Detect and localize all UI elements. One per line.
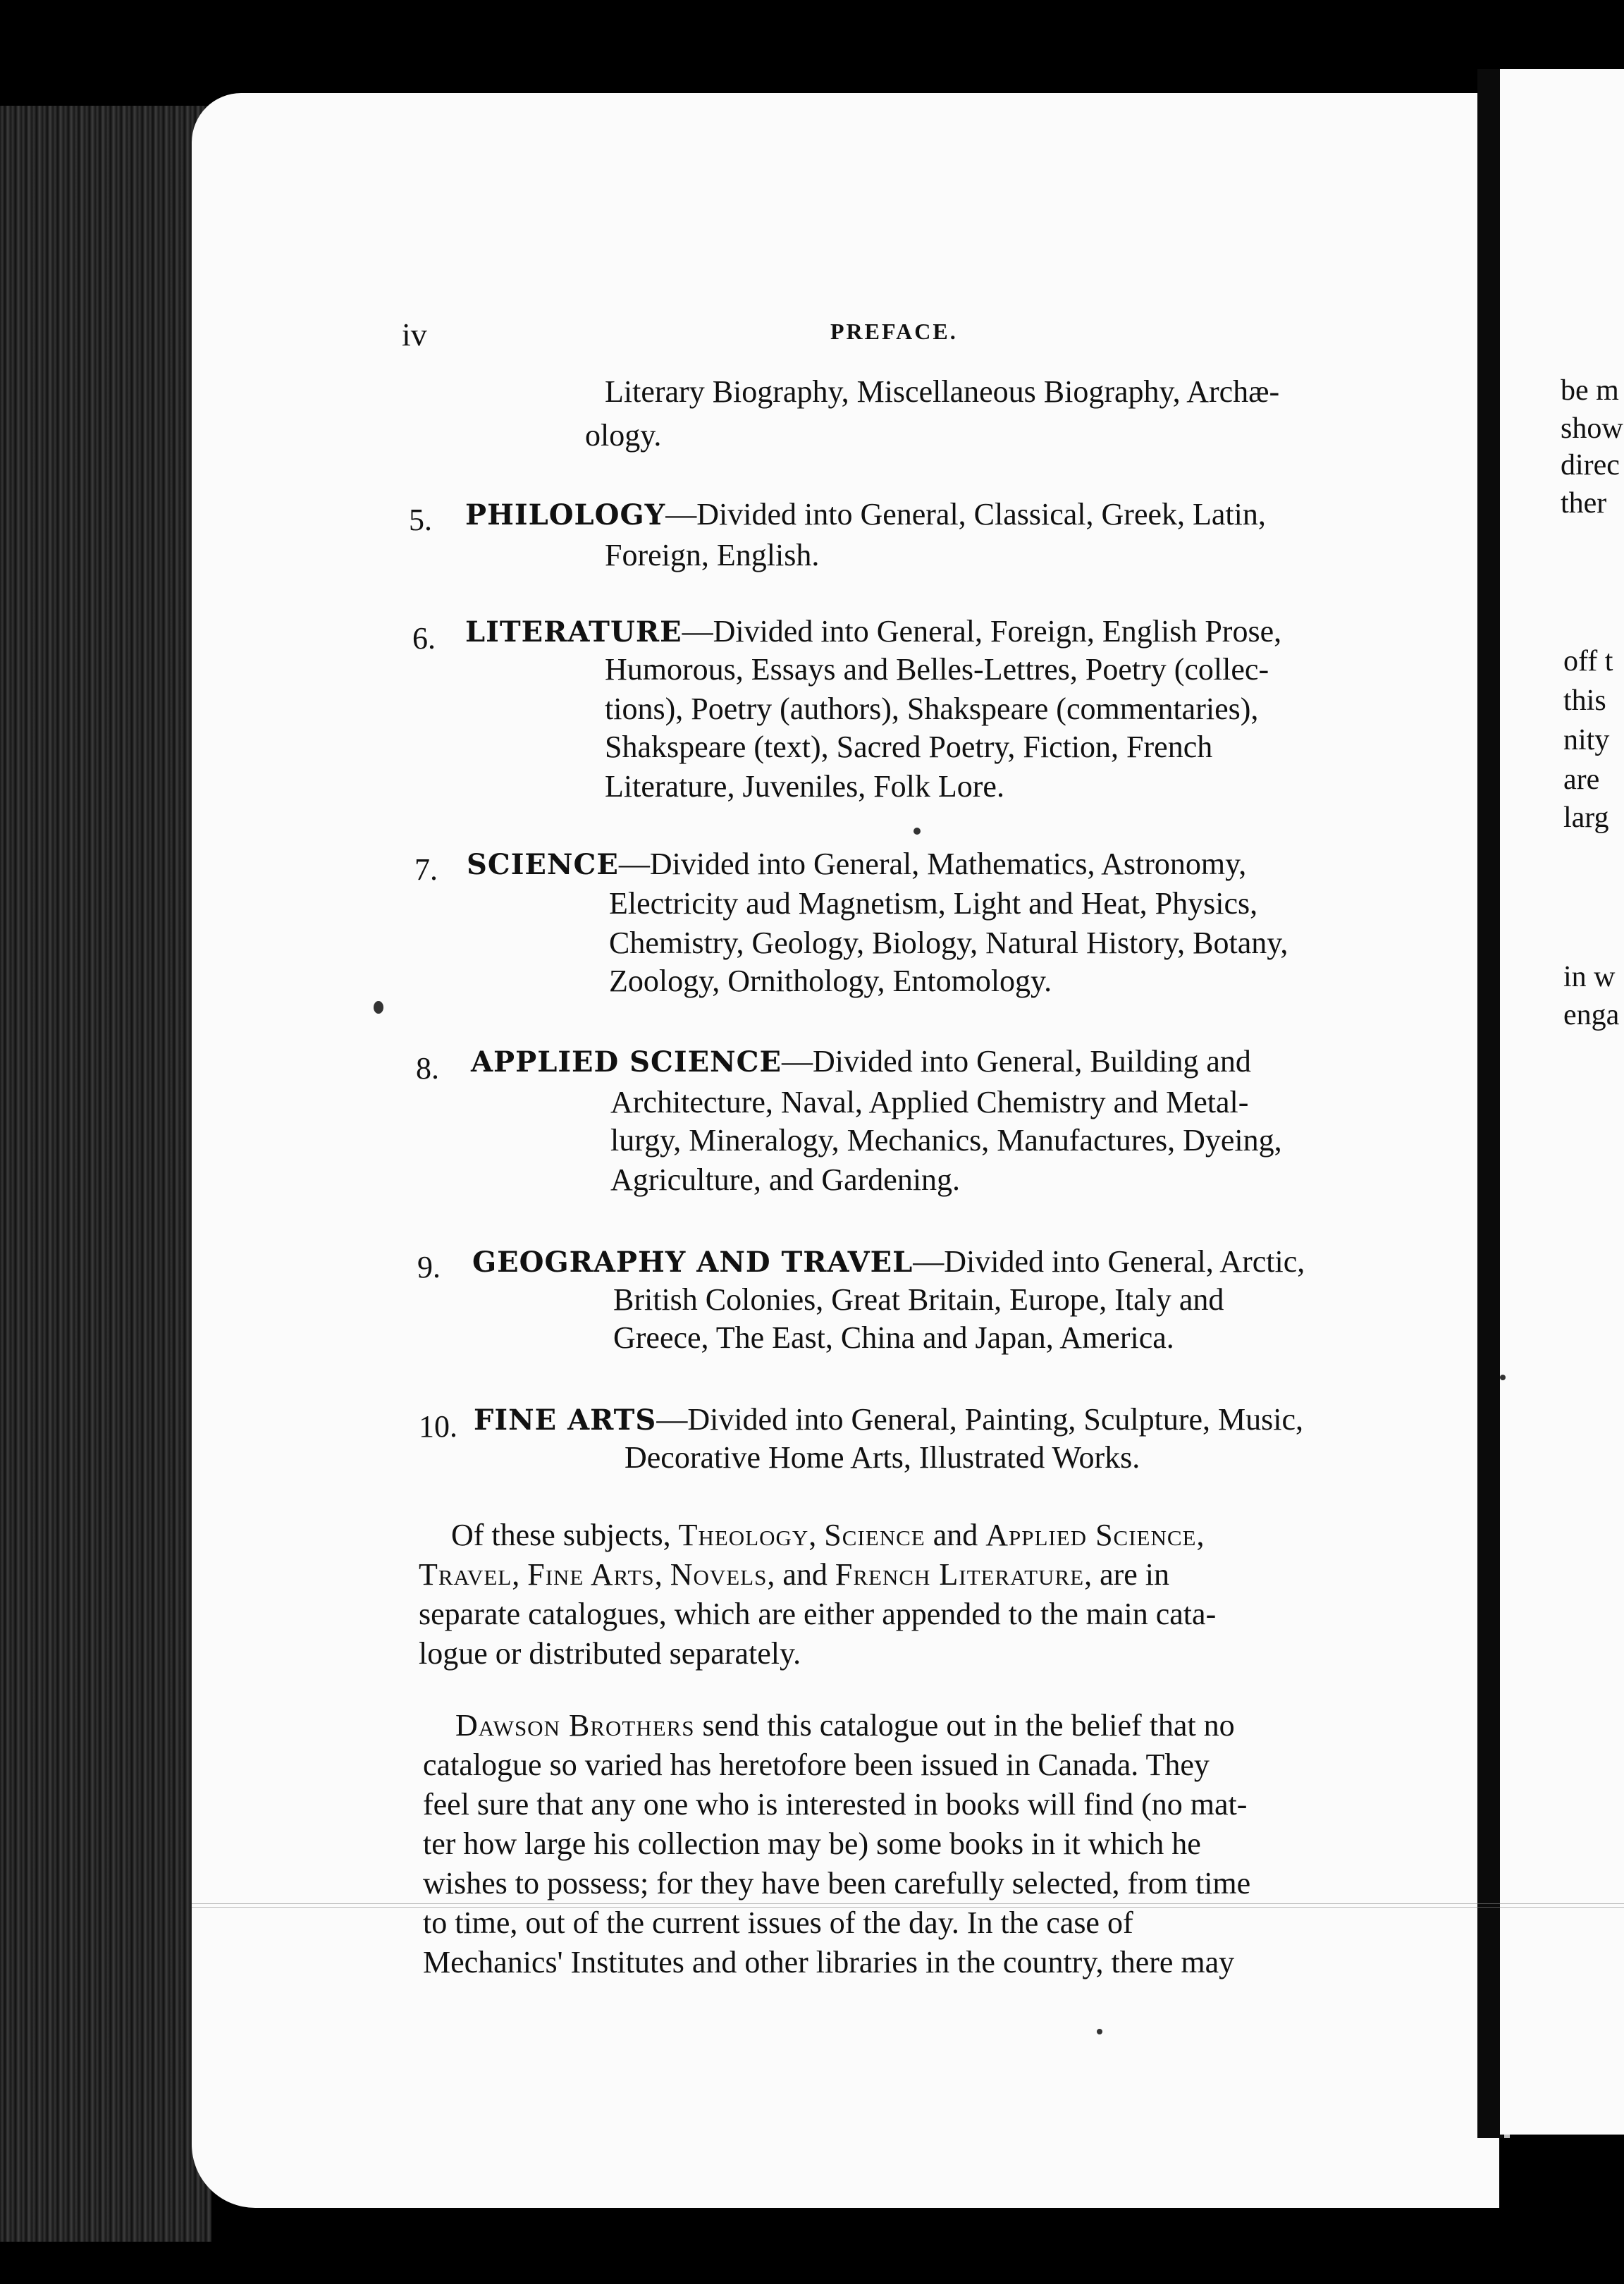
intro-line: Literary Biography, Miscellaneous Biography, Archæ-	[605, 374, 1280, 409]
text-run: French Literature	[835, 1557, 1085, 1592]
section-number: 7.	[414, 852, 438, 887]
section-continuation: Humorous, Essays and Belles-Lettres, Poetry (collec-	[605, 652, 1269, 687]
text-run: and	[925, 1518, 986, 1552]
facing-page-fragment: ther	[1561, 487, 1607, 520]
paragraph-line: catalogue so varied has heretofore been issued in Canada. They	[423, 1748, 1210, 1782]
scan-speck	[1500, 1375, 1506, 1380]
section-text: —Divided into General, Classical, Greek, Latin,	[665, 497, 1266, 532]
facing-page-fragment: are	[1563, 763, 1600, 796]
paragraph-line: ter how large his collection may be) some books in it which he	[423, 1826, 1201, 1861]
text-run: Dawson Brothers	[455, 1708, 695, 1743]
section-text: —Divided into General, Foreign, English Prose,	[682, 614, 1282, 649]
section-continuation: Chemistry, Geology, Biology, Natural History, Botany,	[609, 926, 1288, 960]
section-number: 10.	[419, 1409, 457, 1444]
text-run: Novels	[670, 1557, 768, 1592]
scan-speck	[374, 1001, 383, 1014]
text-run: ,	[1196, 1518, 1205, 1552]
section-number: 6.	[412, 621, 436, 656]
scan-speck	[1097, 2029, 1102, 2034]
paragraph-line: Mechanics' Institutes and other libraries in the country, there may	[423, 1945, 1235, 1979]
section-heading: PHILOLOGY	[465, 498, 666, 532]
section-continuation: Greece, The East, China and Japan, America.	[613, 1320, 1174, 1355]
facing-page-fragment: this	[1563, 684, 1606, 717]
left-binding-shadow	[0, 106, 211, 2242]
paragraph-line: to time, out of the current issues of the day. In the case of	[423, 1905, 1133, 1940]
section-heading: APPLIED SCIENCE	[471, 1045, 782, 1079]
section-continuation: Decorative Home Arts, Illustrated Works.	[625, 1440, 1140, 1475]
intro-line: ology.	[585, 418, 662, 453]
facing-page-fragment: show	[1561, 412, 1623, 445]
facing-page-fragment: larg	[1563, 802, 1609, 834]
section-first-line	[465, 495, 1266, 534]
paragraph-line	[419, 1555, 1169, 1595]
section-text: —Divided into General, Building and	[781, 1044, 1251, 1079]
section-first-line	[465, 612, 1281, 651]
paragraph-line	[455, 1706, 1235, 1745]
page-gutter-divider	[1477, 69, 1503, 2138]
section-heading: LITERATURE	[465, 615, 682, 649]
facing-page-fragment: off t	[1563, 645, 1613, 677]
facing-page-fragment: nity	[1563, 724, 1610, 756]
section-continuation: lurgy, Mineralogy, Mechanics, Manufactures, Dyeing,	[610, 1123, 1282, 1158]
text-run: ,	[808, 1518, 825, 1552]
text-run: Science	[824, 1518, 925, 1552]
section-continuation: Zoology, Ornithology, Entomology.	[609, 964, 1052, 998]
section-continuation: British Colonies, Great Britain, Europe, Italy and	[613, 1282, 1224, 1317]
section-number: 5.	[409, 503, 432, 537]
facing-page-fragment: enga	[1563, 999, 1620, 1031]
section-number: 8.	[416, 1051, 439, 1086]
text-run: , are in	[1084, 1557, 1169, 1592]
section-first-line	[467, 845, 1246, 884]
facing-page-fragment: direc	[1561, 449, 1620, 481]
text-run: Applied Science	[985, 1518, 1197, 1552]
text-run: Of these subjects,	[451, 1518, 679, 1552]
text-run: Theology	[678, 1518, 809, 1552]
section-text: —Divided into General, Painting, Sculpture, Music,	[656, 1402, 1304, 1437]
text-run: , and	[767, 1557, 835, 1592]
section-continuation: Electricity aud Magnetism, Light and Heat, Physics,	[609, 886, 1258, 921]
section-first-line	[472, 1242, 1305, 1282]
section-continuation: tions), Poetry (authors), Shakspeare (commentaries),	[605, 692, 1259, 726]
paragraph-line: wishes to possess; for they have been carefully selected, from time	[423, 1866, 1251, 1901]
facing-page-fragment: in w	[1563, 961, 1616, 993]
section-heading: GEOGRAPHY AND TRAVEL	[472, 1246, 914, 1279]
text-run: Travel	[419, 1557, 512, 1592]
facing-page-fragment: be m	[1561, 374, 1619, 407]
section-continuation: Shakspeare (text), Sacred Poetry, Fiction, French	[605, 730, 1213, 764]
running-title: PREFACE.	[830, 319, 958, 344]
paragraph-line: separate catalogues, which are either appended to the main cata-	[419, 1597, 1217, 1631]
section-text: —Divided into General, Arctic,	[913, 1244, 1305, 1279]
section-number: 9.	[417, 1250, 441, 1284]
text-run: send this catalogue out in the belief that no	[694, 1708, 1235, 1743]
section-continuation: Foreign, English.	[605, 538, 820, 572]
section-first-line	[474, 1400, 1303, 1439]
scan-speck	[914, 828, 921, 835]
text-run: ,	[512, 1557, 528, 1592]
section-text: —Divided into General, Mathematics, Astronomy,	[618, 847, 1247, 881]
page-number: iv	[402, 317, 427, 352]
section-heading: FINE ARTS	[474, 1404, 657, 1437]
section-continuation: Architecture, Naval, Applied Chemistry and Metal-	[610, 1085, 1249, 1119]
section-first-line	[471, 1042, 1251, 1081]
text-run: ,	[654, 1557, 670, 1592]
section-continuation: Literature, Juveniles, Folk Lore.	[605, 769, 1004, 804]
section-continuation: Agriculture, and Gardening.	[610, 1162, 961, 1197]
paragraph-line: feel sure that any one who is interested in books will find (no mat-	[423, 1787, 1248, 1822]
section-heading: SCIENCE	[467, 848, 619, 881]
paragraph-line	[451, 1516, 1204, 1555]
text-run: Fine Arts	[527, 1557, 655, 1592]
paragraph-line: logue or distributed separately.	[419, 1636, 801, 1671]
